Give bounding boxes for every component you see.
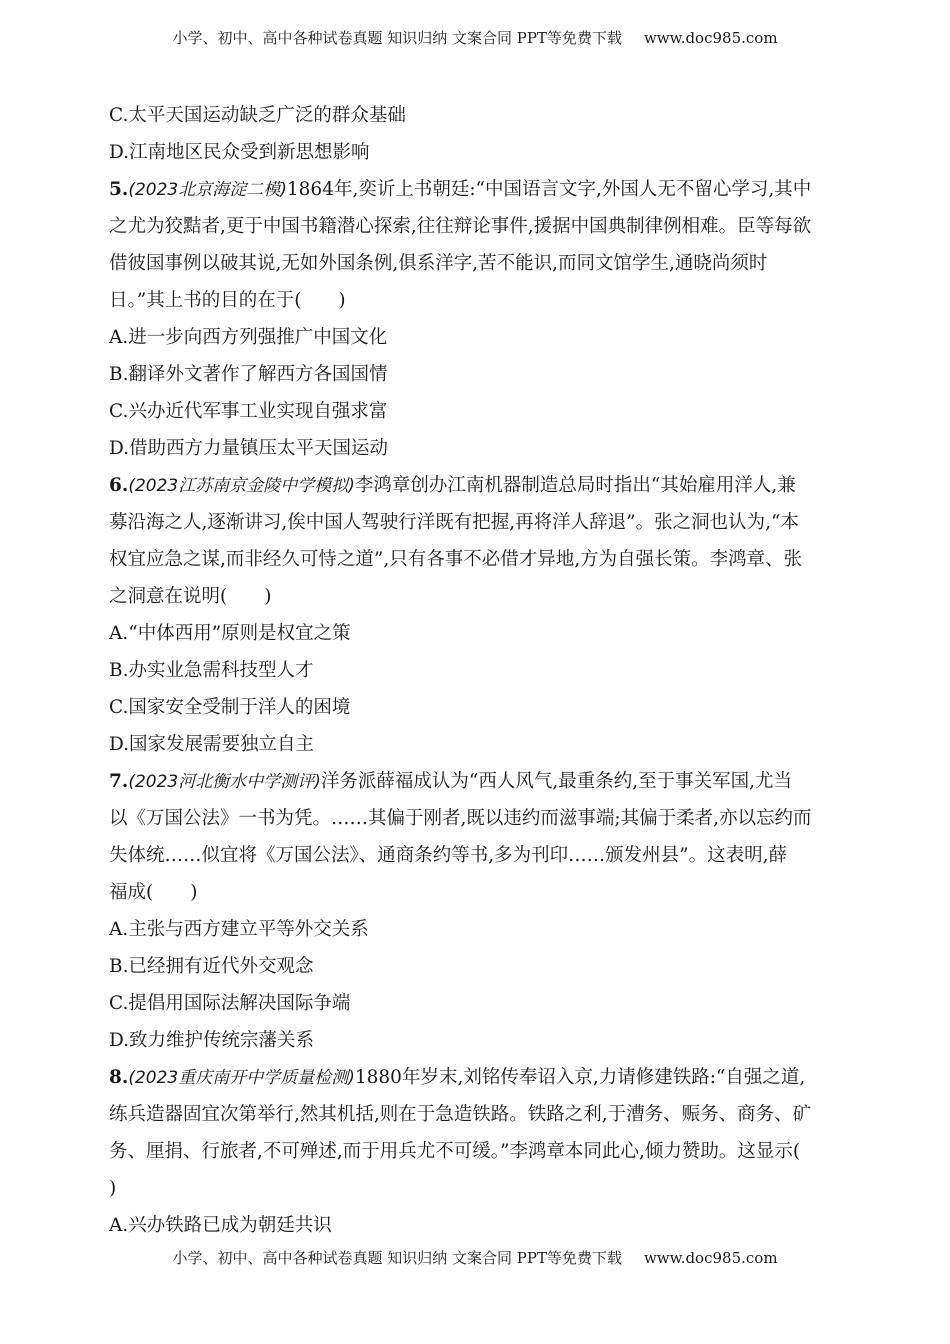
question-6-option-a: A.“中体西用”原则是权宜之策 (109, 623, 351, 644)
question-7-number: 7. (109, 771, 129, 792)
question-7-option-a: A.主张与西方建立平等外交关系 (109, 919, 369, 940)
question-5-stem-2: 之尤为狡黠者,更于中国书籍潜心探索,往往辩论事件,援据中国典制律例相难。臣等每欲 (109, 216, 812, 237)
question-5-option-d: D.借助西方力量镇压太平天国运动 (109, 438, 389, 459)
page-footer (0, 1248, 950, 1268)
question-7-stem-4: 福成( ) (109, 882, 198, 903)
header-text: 小学、初中、高中各种试卷真题 知识归纳 文案合同 PPT等免费下载 (172, 29, 622, 47)
page-content (109, 97, 841, 1244)
question-7-option-b: B.已经拥有近代外交观念 (109, 956, 314, 977)
question-5-stem-1: 1864年,奕䜣上书朝廷:“中国语言文字,外国人无不留心学习,其中 (286, 179, 812, 200)
question-5-line-1 (109, 171, 841, 208)
question-8-line-1 (109, 1059, 841, 1096)
footer-text: 小学、初中、高中各种试卷真题 知识归纳 文案合同 PPT等免费下载 (172, 1249, 622, 1267)
footer-site-link[interactable]: www.doc985.com (643, 1249, 778, 1267)
question-6-option-b: B.办实业急需科技型人才 (109, 660, 314, 681)
question-6-line-1 (109, 467, 841, 504)
question-5-option-b: B.翻译外文著作了解西方各国国情 (109, 364, 388, 385)
question-5-source: (2023北京海淀二模) (128, 180, 287, 200)
question-7-option-d: D.致力维护传统宗藩关系 (109, 1030, 315, 1051)
question-8-number: 8. (109, 1067, 129, 1088)
question-8-source: (2023重庆南开中学质量检测) (128, 1068, 355, 1088)
page-header (0, 28, 950, 48)
prev-option-d: D.江南地区民众受到新思想影响 (109, 142, 370, 163)
question-8-stem-3: 务、厘捐、行旅者,不可殚述,而于用兵尤不可缓。”李鸿章本同此心,倾力赞助。这显示( (109, 1141, 801, 1162)
question-6-stem-2: 募沿海之人,逐渐讲习,俟中国人驾驶行洋既有把握,再将洋人辞退”。张之洞也认为,“本 (109, 512, 799, 533)
question-5-option-c: C.兴办近代军事工业实现自强求富 (109, 401, 388, 422)
question-8-stem-4: ) (109, 1178, 117, 1199)
question-8-stem-1: 1880年岁末,刘铭传奉诏入京,力请修建铁路:“自强之道, (354, 1067, 806, 1088)
question-6-option-d: D.国家发展需要独立自主 (109, 734, 315, 755)
question-6-stem-1: 李鸿章创办江南机器制造总局时指出“其始雇用洋人,兼 (354, 475, 796, 496)
question-7-line-1 (109, 763, 841, 800)
prev-option-c: C.太平天国运动缺乏广泛的群众基础 (109, 105, 406, 126)
question-7-option-c: C.提倡用国际法解决国际争端 (109, 993, 351, 1014)
question-6-stem-4: 之洞意在说明( ) (109, 586, 272, 607)
header-site-link[interactable]: www.doc985.com (643, 29, 778, 47)
question-7-stem-2: 以《万国公法》一书为凭。……其偏于刚者,既以违约而滋事端;其偏于柔者,亦以忘约而 (109, 808, 812, 829)
question-7-source: (2023河北衡水中学测评) (128, 772, 321, 792)
question-5-option-a: A.进一步向西方列强推广中国文化 (109, 327, 388, 348)
question-8-option-a: A.兴办铁路已成为朝廷共识 (109, 1215, 332, 1236)
question-6-number: 6. (109, 475, 129, 496)
question-8-stem-2: 练兵造器固宜次第举行,然其机括,则在于急造铁路。铁路之利,于漕务、赈务、商务、矿 (109, 1104, 812, 1125)
question-7-stem-3: 失体统……似宜将《万国公法》、通商条约等书,多为刊印……颁发州县”。这表明,薛 (109, 845, 787, 866)
question-6-option-c: C.国家安全受制于洋人的困境 (109, 697, 351, 718)
question-6-source: (2023江苏南京金陵中学模拟) (128, 476, 355, 496)
question-7-stem-1: 洋务派薛福成认为“西人风气,最重条约,至于事关军国,尤当 (320, 771, 792, 792)
question-6-stem-3: 权宜应急之谋,而非经久可恃之道”,只有各事不必借才异地,方为自强长策。李鸿章、张 (109, 549, 803, 570)
question-5-stem-3: 借彼国事例以破其说,无如外国条例,俱系洋字,苦不能识,而同文馆学生,通晓尚须时 (109, 253, 768, 274)
question-5-stem-4: 日。”其上书的目的在于( ) (109, 290, 346, 311)
question-5-number: 5. (109, 179, 129, 200)
